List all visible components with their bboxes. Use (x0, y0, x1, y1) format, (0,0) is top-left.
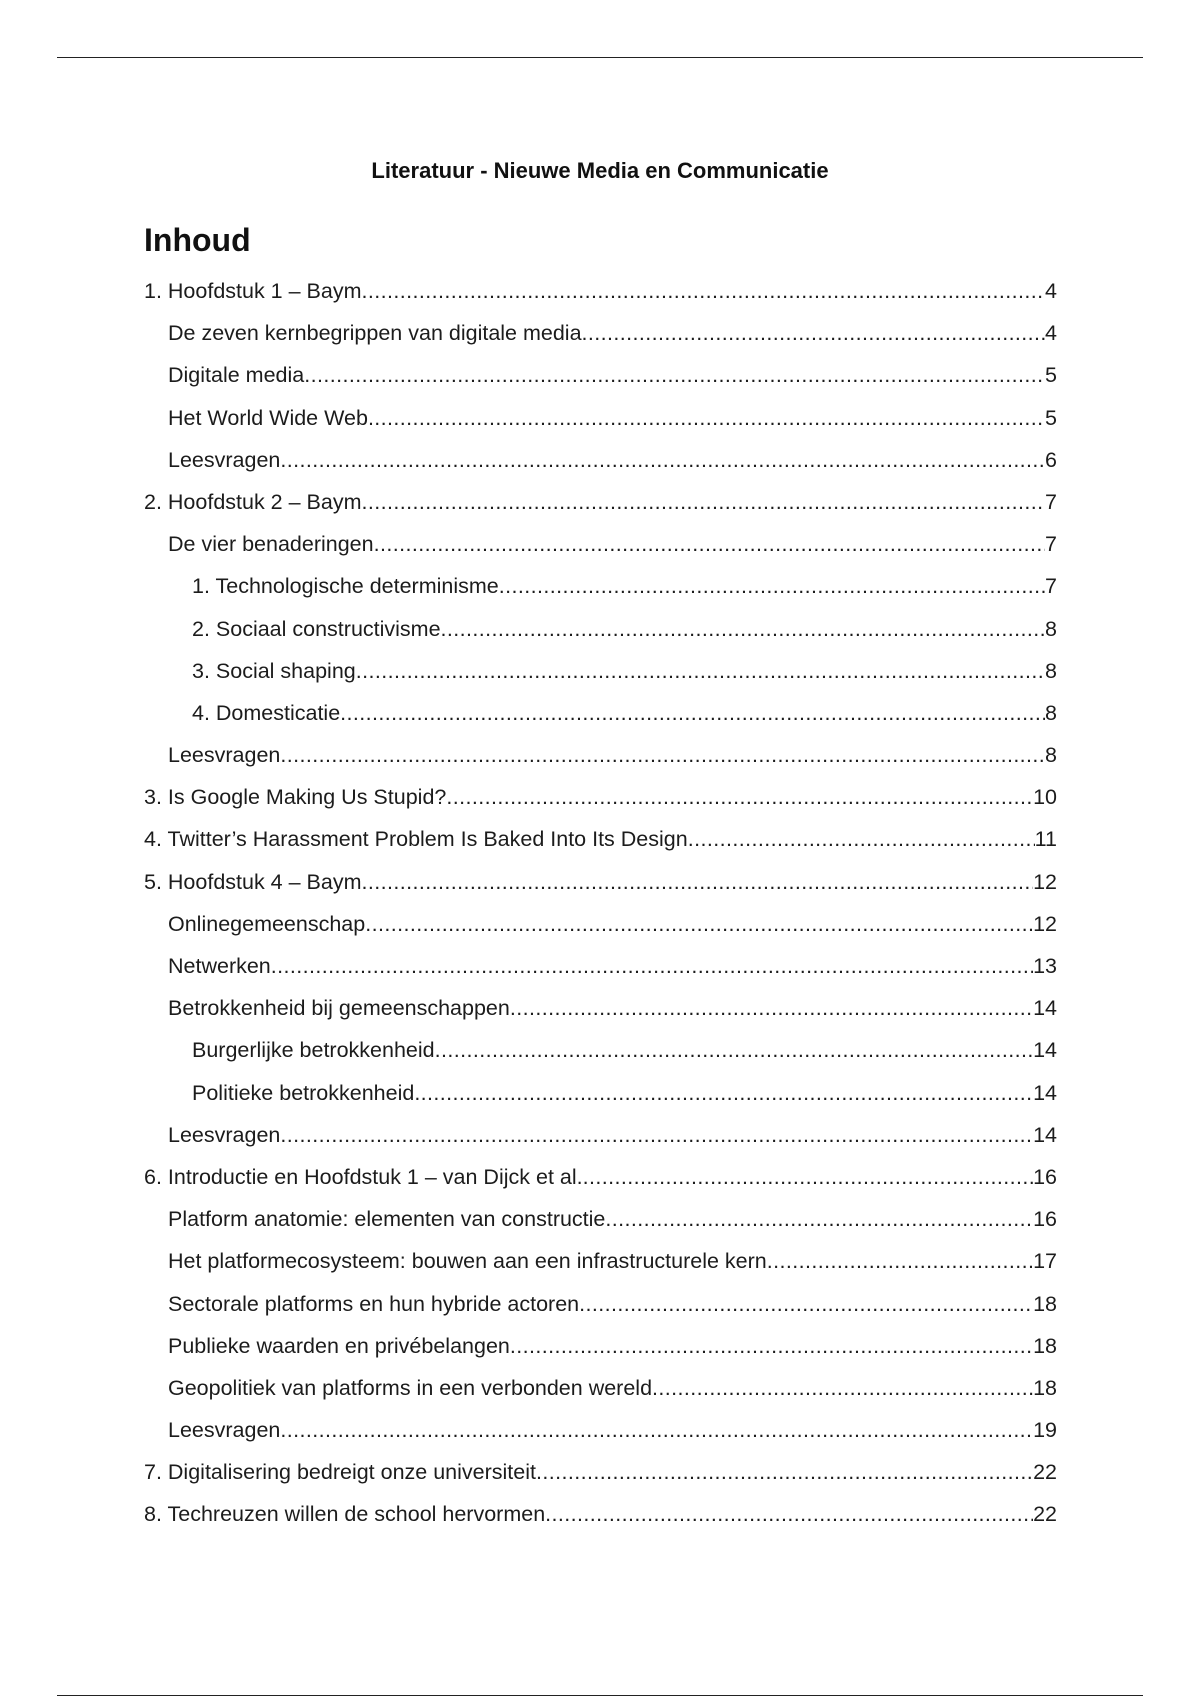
toc-dot-leader (362, 865, 1034, 899)
toc-entry-label[interactable]: 5. Hoofdstuk 4 – Baym (144, 869, 362, 894)
toc-entry-label[interactable]: Digitale media (168, 363, 305, 388)
toc-entry[interactable] (144, 443, 1057, 485)
toc-entry-label[interactable]: Onlinegemeenschap (168, 911, 366, 936)
toc-dot-leader (510, 1329, 1033, 1363)
toc-entry-label[interactable]: Leesvragen (168, 743, 281, 768)
toc-entry-label[interactable]: 6. Introductie en Hoofdstuk 1 – van Dijck et al. (144, 1164, 583, 1189)
toc-dot-leader (536, 1455, 1033, 1489)
toc-dot-leader (582, 316, 1045, 350)
toc-entry-label[interactable]: Betrokkenheid bij gemeenschappen (168, 996, 510, 1021)
toc-dot-leader (499, 569, 1045, 603)
toc-entry-label[interactable]: 2. Hoofdstuk 2 – Baym (144, 489, 362, 514)
toc-dot-leader (362, 485, 1046, 519)
toc-entry-label[interactable]: De zeven kernbegrippen van digitale media (168, 321, 582, 346)
toc-entry[interactable] (144, 907, 1057, 949)
toc-entry-label[interactable]: 2. Sociaal constructivisme (192, 616, 441, 641)
toc-page-number[interactable]: 22 (1033, 1502, 1057, 1527)
toc-dot-leader (280, 1413, 1033, 1447)
toc-entry-label[interactable]: 3. Social shaping (192, 658, 356, 683)
toc-dot-leader (340, 696, 1045, 730)
toc-entry[interactable] (144, 1118, 1057, 1160)
toc-entry[interactable] (144, 612, 1057, 654)
toc-entry[interactable] (144, 1413, 1057, 1455)
toc-entry-label[interactable]: 1. Hoofdstuk 1 – Baym (144, 279, 362, 303)
toc-entry[interactable] (144, 780, 1057, 822)
toc-page-number[interactable]: 13 (1033, 954, 1057, 978)
toc-entry[interactable] (144, 1076, 1057, 1118)
toc-page-number[interactable]: 14 (1033, 996, 1057, 1021)
toc-page-number[interactable]: 7 (1045, 532, 1057, 557)
toc-entry-label[interactable]: Geopolitiek van platforms in een verbonden wereld (168, 1375, 653, 1400)
toc-page-number[interactable]: 18 (1033, 1375, 1057, 1400)
toc-entry-label[interactable]: 4. Twitter’s Harassment Problem Is Baked Into Its Design (144, 827, 688, 852)
toc-page-number[interactable]: 6 (1045, 447, 1057, 472)
toc-entry[interactable] (144, 1497, 1057, 1539)
toc-dot-leader (652, 1371, 1033, 1405)
toc-page-number[interactable]: 12 (1033, 869, 1057, 894)
toc-dot-leader (446, 780, 1033, 814)
toc-entry[interactable] (144, 569, 1057, 611)
toc-dot-leader (362, 274, 1046, 308)
toc-dot-leader (365, 907, 1033, 941)
toc-entry-label[interactable]: Het platformecosysteem: bouwen aan een infrastructurele kern (168, 1249, 767, 1274)
toc-page-number[interactable]: 8 (1045, 658, 1057, 683)
toc-page-number[interactable]: 8 (1045, 616, 1057, 641)
toc-entry[interactable] (144, 1455, 1057, 1497)
toc-dot-leader (280, 738, 1045, 772)
toc-dot-leader (510, 991, 1033, 1025)
toc-page-number[interactable]: 4 (1045, 321, 1057, 346)
toc-entry[interactable] (144, 401, 1057, 443)
toc-entry[interactable] (144, 358, 1057, 400)
header-rule (57, 57, 1143, 58)
toc-entry-label[interactable]: 8. Techreuzen willen de school hervormen (144, 1502, 546, 1527)
toc-page-number[interactable]: 16 (1033, 1164, 1057, 1189)
toc-dot-leader (271, 949, 1033, 983)
toc-entry-label[interactable]: Sectorale platforms en hun hybride actoren (168, 1291, 580, 1316)
toc-dot-leader (280, 1118, 1033, 1152)
toc-dot-leader (356, 654, 1045, 688)
toc-dot-leader (414, 1076, 1033, 1110)
toc-entry-label[interactable]: Leesvragen (168, 1122, 281, 1147)
toc-page-number[interactable]: 8 (1045, 743, 1057, 768)
toc-entry[interactable] (144, 527, 1057, 569)
toc-entry[interactable] (144, 654, 1057, 696)
toc-page-number[interactable]: 19 (1033, 1418, 1057, 1443)
toc-page-number[interactable]: 10 (1033, 785, 1057, 810)
toc-page-number[interactable]: 7 (1045, 574, 1057, 599)
toc-page-number[interactable]: 8 (1045, 700, 1057, 725)
toc-page-number[interactable]: 11 (1034, 827, 1057, 852)
toc-entry-label[interactable]: Leesvragen (168, 1418, 281, 1443)
toc-page-number[interactable]: 22 (1033, 1460, 1057, 1485)
toc-page-number[interactable]: 14 (1033, 1038, 1057, 1063)
toc-dot-leader (368, 401, 1045, 435)
toc-dot-leader (374, 527, 1045, 561)
toc-entry-label[interactable]: De vier benaderingen (168, 532, 374, 557)
toc-entry[interactable] (144, 865, 1057, 907)
toc-entry-label[interactable]: Leesvragen (168, 447, 281, 472)
toc-dot-leader (579, 1287, 1033, 1321)
toc-page-number[interactable]: 5 (1045, 405, 1057, 430)
toc-entry-label[interactable]: 7. Digitalisering bedreigt onze universiteit (144, 1460, 536, 1485)
toc-entry-label[interactable]: Platform anatomie: elementen van constructie (168, 1207, 606, 1232)
footer-rule (57, 1695, 1143, 1696)
toc-entry-label[interactable]: Burgerlijke betrokkenheid (192, 1038, 435, 1063)
toc-entry[interactable] (144, 1329, 1057, 1371)
toc-page-number[interactable]: 12 (1033, 911, 1057, 936)
toc-entry[interactable] (144, 316, 1057, 358)
toc-page-number[interactable]: 7 (1045, 489, 1057, 514)
toc-dot-leader (545, 1497, 1033, 1531)
toc-entry[interactable] (144, 1244, 1057, 1286)
table-of-contents (144, 274, 1057, 1540)
toc-dot-leader (280, 443, 1045, 477)
toc-page-number[interactable]: 18 (1033, 1333, 1057, 1358)
toc-dot-leader (767, 1244, 1033, 1278)
toc-page-number[interactable]: 17 (1033, 1249, 1057, 1274)
toc-entry[interactable] (144, 274, 1057, 316)
toc-entry-label[interactable]: Publieke waarden en privébelangen (168, 1333, 510, 1358)
toc-entry[interactable] (144, 1371, 1057, 1413)
toc-page-number[interactable]: 5 (1045, 363, 1057, 388)
toc-entry[interactable] (144, 485, 1057, 527)
toc-dot-leader (605, 1202, 1033, 1236)
toc-entry-label[interactable]: 1. Technologische determinisme (192, 574, 499, 599)
toc-entry[interactable] (144, 822, 1057, 864)
toc-entry[interactable] (144, 738, 1057, 780)
toc-entry-label[interactable]: 3. Is Google Making Us Stupid? (144, 785, 447, 810)
toc-page-number[interactable]: 14 (1033, 1080, 1057, 1105)
toc-page-number[interactable]: 4 (1045, 279, 1057, 303)
toc-entry-label[interactable]: Netwerken (168, 954, 271, 978)
toc-page-number[interactable]: 18 (1033, 1291, 1057, 1316)
toc-entry[interactable] (144, 1202, 1057, 1244)
toc-entry-label[interactable]: 4. Domesticatie (192, 700, 341, 725)
toc-dot-leader (688, 822, 1035, 856)
document-title: Literatuur - Nieuwe Media en Communicatie (371, 158, 829, 183)
toc-dot-leader (583, 1160, 1033, 1194)
toc-heading: Inhoud (144, 222, 251, 258)
toc-dot-leader (435, 1033, 1033, 1067)
toc-dot-leader (441, 612, 1045, 646)
toc-entry[interactable] (144, 1033, 1057, 1075)
toc-page-number[interactable]: 14 (1033, 1122, 1057, 1147)
toc-entry-label[interactable]: Politieke betrokkenheid (192, 1080, 415, 1105)
toc-dot-leader (304, 358, 1045, 392)
toc-entry[interactable] (144, 991, 1057, 1033)
toc-entry-label[interactable]: Het World Wide Web (168, 405, 368, 430)
toc-entry[interactable] (144, 1287, 1057, 1329)
toc-entry[interactable] (144, 1160, 1057, 1202)
toc-entry[interactable] (144, 696, 1057, 738)
toc-entry[interactable] (144, 949, 1057, 991)
toc-page-number[interactable]: 16 (1033, 1207, 1057, 1232)
